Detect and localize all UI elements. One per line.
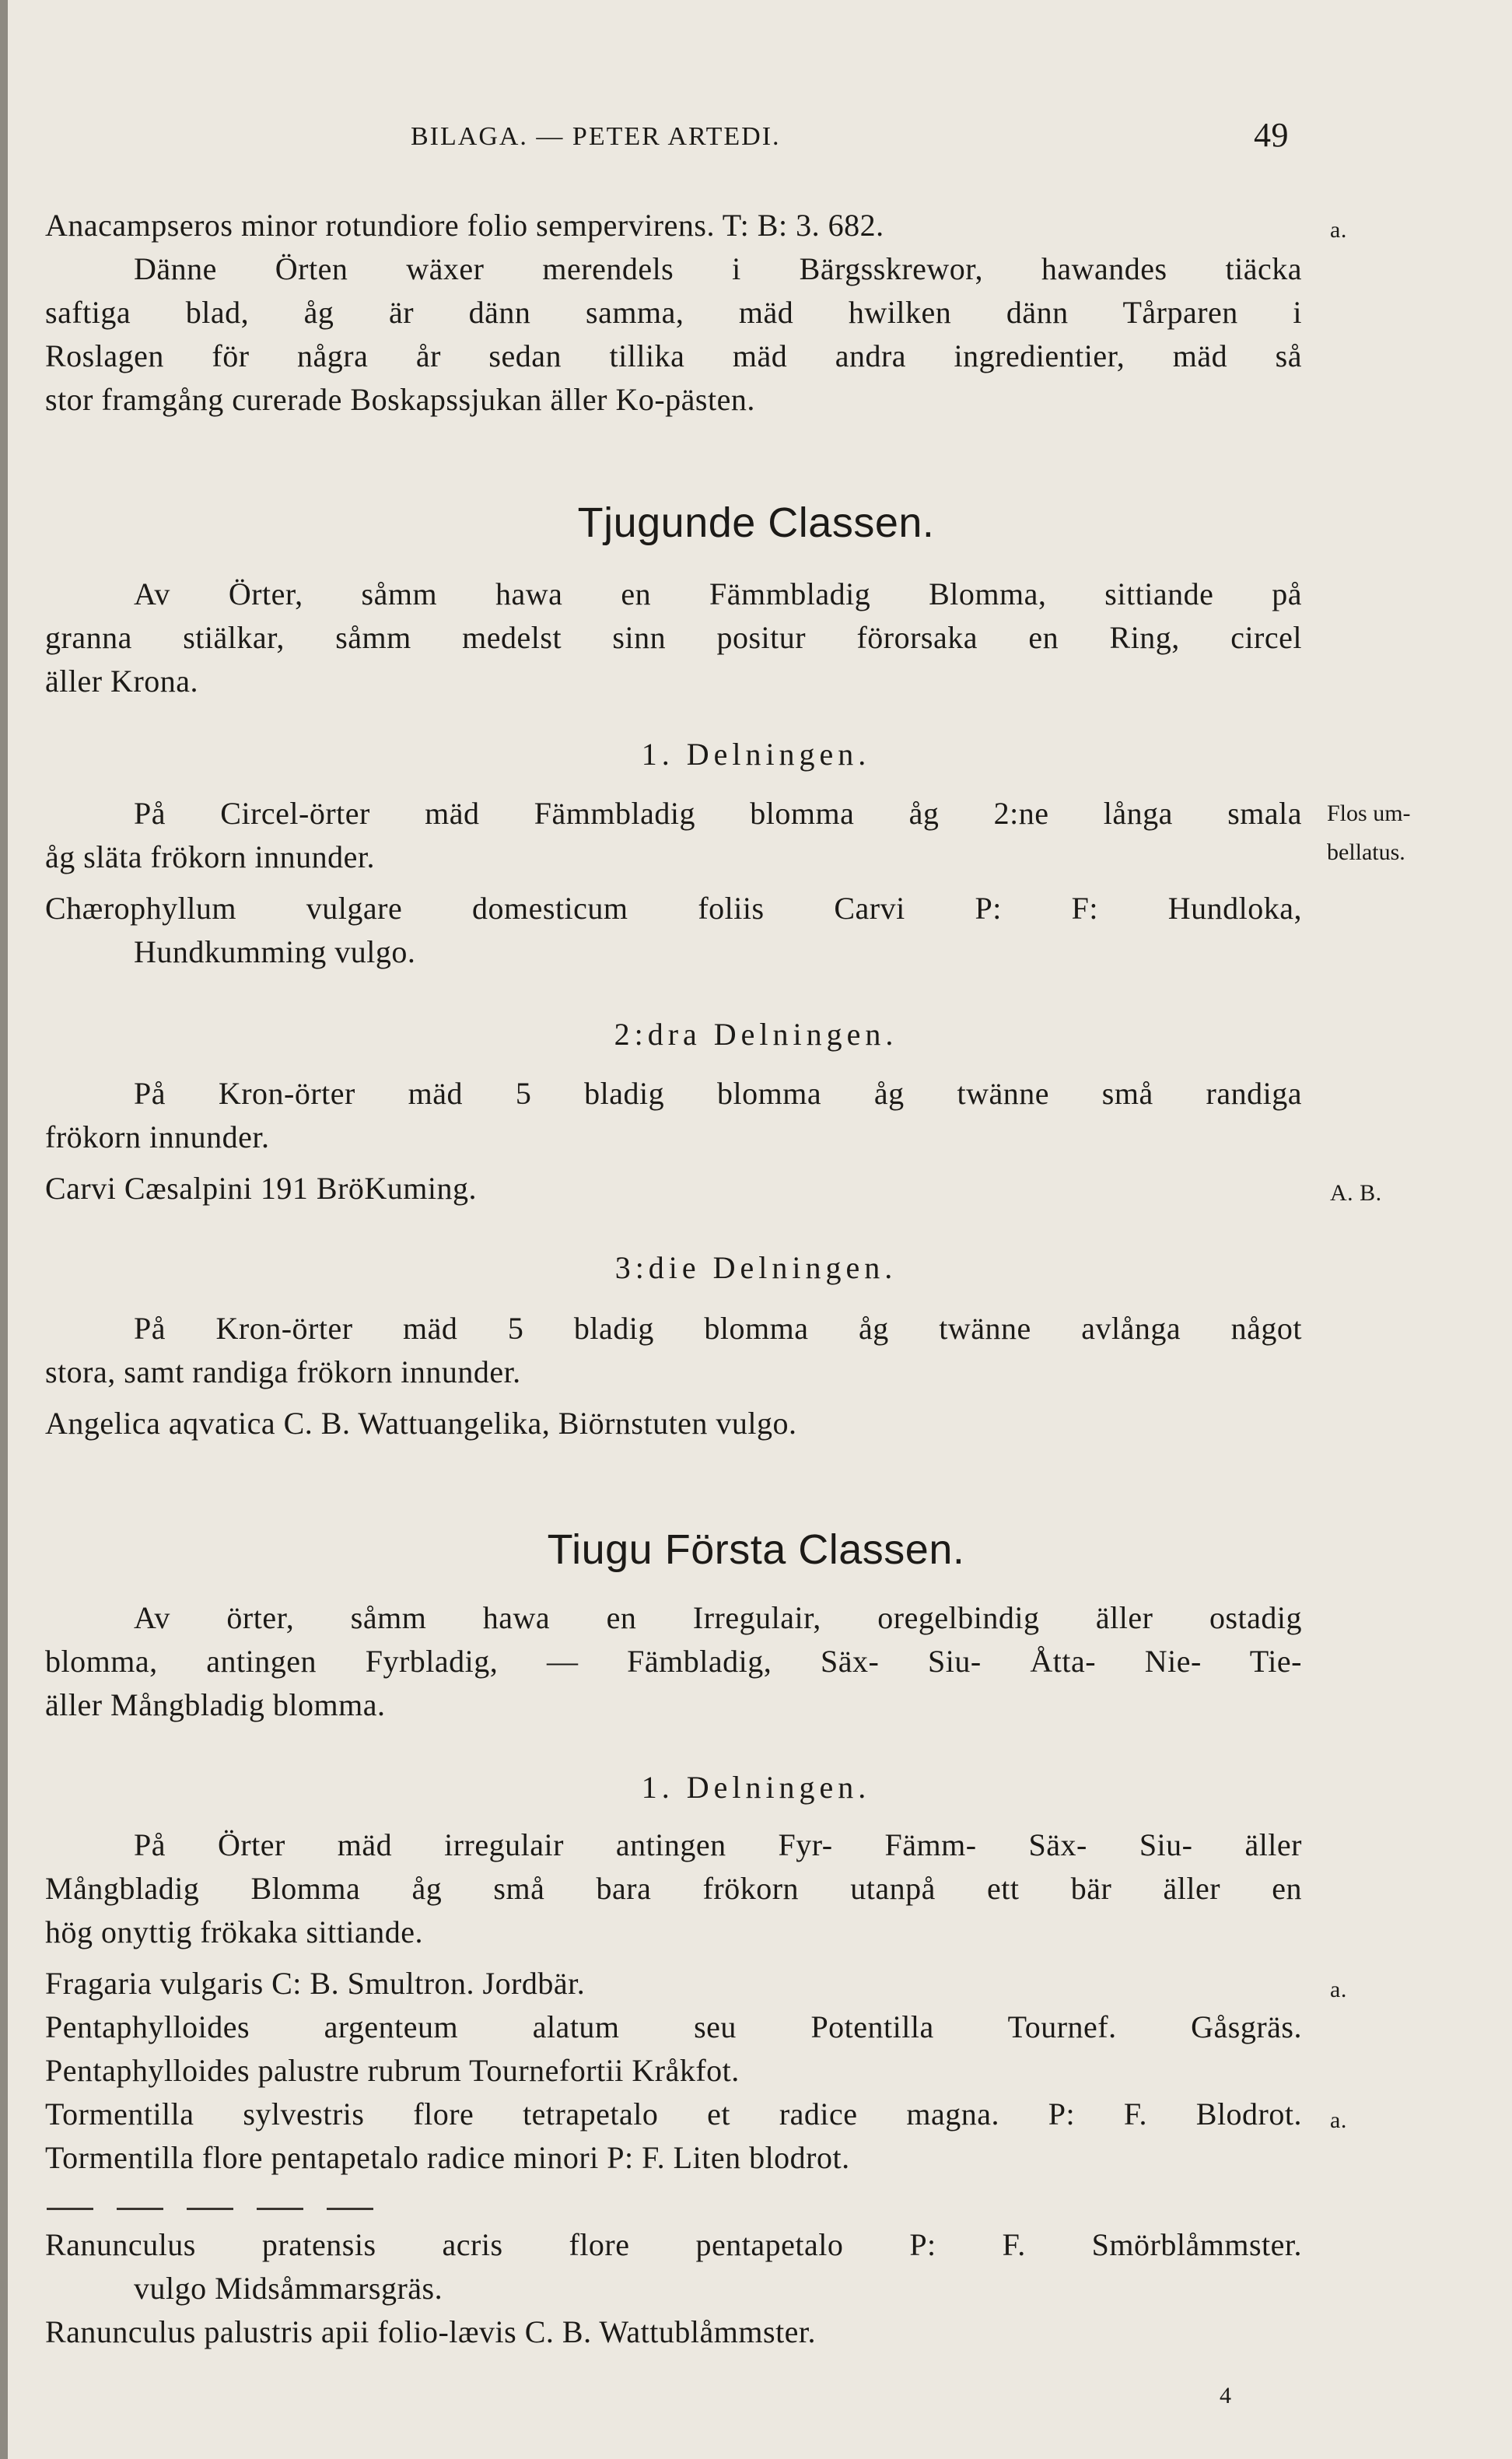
text-line: På Circel-örter mäd Fämmbladig blomma åg 2:ne långa smala xyxy=(134,796,1302,831)
text-line: Anacampseros minor rotundiore folio sempervirens. T: B: 3. 682. xyxy=(45,208,884,243)
text-line: hög onyttig frökaka sittiande. xyxy=(45,1914,424,1949)
margin-note: a. xyxy=(1330,217,1347,243)
text-line: Av örter, såmm hawa en Irregulair, oregelbindig äller ostadig xyxy=(134,1600,1302,1635)
species-line: Pentaphylloides palustre rubrum Tournefortii Kråkfot. xyxy=(45,2053,740,2088)
species-line: Chærophyllum vulgare domesticum foliis Carvi P: F: Hundloka, xyxy=(45,891,1302,926)
dash-separator xyxy=(327,2208,373,2210)
text-line: På Kron-örter mäd 5 bladig blomma åg twänne små randiga xyxy=(134,1076,1302,1111)
species-line: Ranunculus palustris apii folio-lævis C. B. Wattublåmmster. xyxy=(45,2314,817,2349)
text-line: frökorn innunder. xyxy=(45,1119,270,1154)
division-heading: 1. Delningen. xyxy=(641,737,871,772)
text-line: På Kron-örter mäd 5 bladig blomma åg twänne avlånga något xyxy=(134,1311,1302,1346)
margin-note: a. xyxy=(1330,2107,1347,2133)
text-line: Roslagen för några år sedan tillika mäd andra ingredientier, mäd så xyxy=(45,338,1302,373)
dash-separator xyxy=(257,2208,303,2210)
species-line: Carvi Cæsalpini 191 BröKuming. xyxy=(45,1171,477,1206)
text-line: blomma, antingen Fyrbladig, — Fämbladig, Säx- Siu- Åtta- Nie- Tie- xyxy=(45,1644,1302,1679)
class-title: Tjugunde Classen. xyxy=(577,499,935,546)
text-line: På Örter mäd irregulair antingen Fyr- Fämm- Säx- Siu- äller xyxy=(134,1827,1302,1862)
text-line: åg släta frökorn innunder. xyxy=(45,839,375,874)
margin-note: a. xyxy=(1330,1977,1347,2002)
dash-separator xyxy=(47,2208,93,2210)
class-title: Tiugu Första Classen. xyxy=(547,1526,965,1573)
text-line: Av Örter, såmm hawa en Fämmbladig Blomma, sittiande på xyxy=(134,576,1302,611)
species-line: Tormentilla flore pentapetalo radice minori P: F. Liten blodrot. xyxy=(45,2140,850,2175)
text-line: granna stiälkar, såmm medelst sinn positur förorsaka en Ring, circel xyxy=(45,620,1302,655)
species-line: vulgo Midsåmmarsgräs. xyxy=(134,2271,443,2306)
margin-note: Flos um- xyxy=(1327,800,1411,826)
signature-mark: 4 xyxy=(1220,2383,1232,2408)
species-line: Fragaria vulgaris C: B. Smultron. Jordbär. xyxy=(45,1966,586,2001)
species-line: Hundkumming vulgo. xyxy=(134,934,416,969)
dash-separator xyxy=(187,2208,233,2210)
species-line: Angelica aqvatica C. B. Wattuangelika, Biörnstuten vulgo. xyxy=(45,1406,797,1441)
division-heading: 3:die Delningen. xyxy=(614,1250,898,1285)
text-line: stora, samt randiga frökorn innunder. xyxy=(45,1354,521,1389)
species-line: Tormentilla sylvestris flore tetrapetalo et radice magna. P: F. Blodrot. xyxy=(45,2096,1302,2131)
text-line: äller Mångbladig blomma. xyxy=(45,1687,386,1722)
text-line: äller Krona. xyxy=(45,664,199,699)
running-title: BILAGA. — PETER ARTEDI. xyxy=(411,122,781,151)
division-heading: 1. Delningen. xyxy=(641,1770,871,1805)
species-line: Pentaphylloides argenteum alatum seu Potentilla Tournef. Gåsgräs. xyxy=(45,2009,1302,2044)
text-line: saftiga blad, åg är dänn samma, mäd hwilken dänn Tårparen i xyxy=(45,295,1302,330)
text-line: stor framgång curerade Boskapssjukan äller Ko-pästen. xyxy=(45,382,755,417)
species-line: Ranunculus pratensis acris flore pentapetalo P: F. Smörblåmmster. xyxy=(45,2227,1302,2262)
text-line: Dänne Örten wäxer merendels i Bärgsskrewor, hawandes tiäcka xyxy=(134,251,1302,286)
page-number: 49 xyxy=(1254,116,1289,154)
division-heading: 2:dra Delningen. xyxy=(614,1017,898,1052)
dash-separator xyxy=(117,2208,163,2210)
text-line: Mångbladig Blomma åg små bara frökorn utanpå ett bär äller en xyxy=(45,1871,1302,1906)
page-edge-shadow xyxy=(0,0,8,2459)
margin-note: bellatus. xyxy=(1327,839,1405,865)
margin-note: A. B. xyxy=(1330,1180,1382,1206)
